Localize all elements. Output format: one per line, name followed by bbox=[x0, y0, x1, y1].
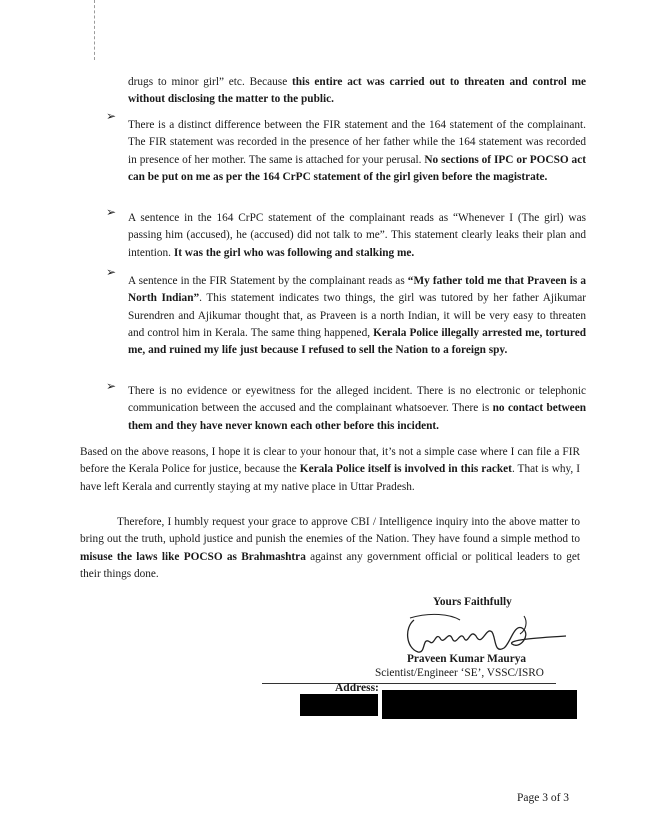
bullet-arrow-icon: ➢ bbox=[106, 205, 117, 219]
address-rule bbox=[262, 683, 556, 684]
page-number: Page 3 of 3 bbox=[517, 792, 570, 804]
intro-bold-text: this entire act was carried out to threaten and control me without disclosing the matter to the public. bbox=[128, 76, 586, 106]
bullet-bold-text: no contact between them and they have never known each other before this incident. bbox=[128, 402, 586, 432]
bullet-text: . This statement indicates two things, the girl was tutored by her father Ajikumar Surendren and Ajikumar thought that, as Praveen is a north Indian, it will be very easy to threaten and control him in Kerala. The same thing happened, bbox=[128, 292, 587, 339]
signer-name: Praveen Kumar Maurya bbox=[407, 653, 527, 665]
signer-designation: Scientist/Engineer ‘SE’, VSSC/ISRO bbox=[375, 667, 544, 679]
closing-text: Yours Faithfully bbox=[433, 596, 512, 608]
bullet-arrow-icon: ➢ bbox=[106, 379, 117, 393]
bullet-text: A sentence in the 164 CrPC statement of the complainant reads as “Whenever I (The girl) was passing him (accused), he (accused) did not talk to me”. This statement clearly leaks their plan and intention. bbox=[128, 212, 586, 259]
paragraph-text: . That is why, I have left Kerala and currently staying at my native place in Uttar Pradesh. bbox=[80, 463, 580, 493]
bullet-arrow-icon: ➢ bbox=[106, 265, 117, 279]
address-label: Address: bbox=[335, 682, 379, 694]
paragraph-bold-text: misuse the laws like POCSO as Brahmashtra bbox=[80, 550, 306, 563]
bullet-text: There is no evidence or eyewitness for the alleged incident. There is no electronic or telephonic communication between the accused and the complainant whatsoever. There is bbox=[128, 385, 586, 415]
redaction-bar bbox=[382, 690, 577, 719]
bullet-text: There is a distinct difference between the FIR statement and the 164 statement of the complainant. The FIR statement was recorded in the presence of her father while the 164 statement was recorded in presence of her mother. The same is attached for your perusal. bbox=[128, 119, 586, 166]
bullet-point bbox=[128, 273, 586, 359]
bullet-bold-text: It was the girl who was following and stalking me. bbox=[173, 246, 415, 259]
paragraph-text: against any government official or political leaders to get their things done. bbox=[80, 550, 580, 580]
bullet-text: A sentence in the FIR Statement by the complainant reads as bbox=[128, 275, 408, 287]
bullet-bold-text: “My father told me that Praveen is a North Indian” bbox=[128, 275, 586, 305]
intro-text: drugs to minor girl” etc. Because bbox=[128, 76, 293, 88]
paragraph-text: Based on the above reasons, I hope it is clear to your honour that, it’s not a simple case where I can file a FIR before the Kerala Police for justice, because the bbox=[80, 446, 580, 476]
conclusion-paragraph bbox=[80, 444, 580, 496]
paragraph-bold-text: Kerala Police itself is involved in this racket bbox=[299, 463, 512, 476]
request-paragraph bbox=[80, 514, 580, 583]
bullet-point bbox=[128, 210, 586, 262]
bullet-point bbox=[128, 117, 586, 186]
bullet-point bbox=[128, 383, 586, 435]
paragraph-text: Therefore, I humbly request your grace to approve CBI / Intelligence inquiry into the above matter to bring out the truth, uphold justice and punish the enemies of the Nation. They have found a simple method to bbox=[80, 516, 580, 546]
page-edge-mark bbox=[94, 0, 95, 60]
bullet-arrow-icon: ➢ bbox=[106, 109, 117, 123]
redaction-bar bbox=[300, 694, 378, 716]
bullet-bold-text: No sections of IPC or POCSO act can be put on me as per the 164 CrPC statement of the girl given before the magistrate. bbox=[128, 153, 586, 183]
bullet-bold-text: Kerala Police illegally arrested me, tortured me, and ruined my life just because I refused to sell the Nation to a foreign spy. bbox=[128, 326, 586, 357]
intro-continuation bbox=[128, 74, 586, 109]
